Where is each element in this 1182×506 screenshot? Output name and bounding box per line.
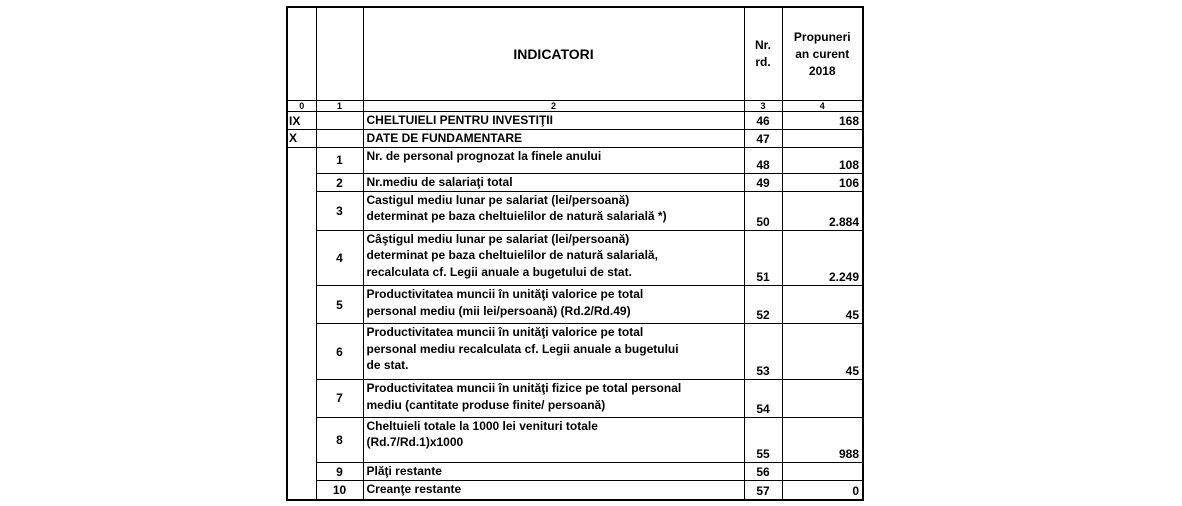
header-empty-0 [287, 7, 316, 101]
indicator-line: Plăţi restante [366, 464, 442, 479]
nr-rd-cell: 47 [744, 129, 782, 147]
header-nr-rd-line2: rd. [755, 55, 771, 69]
nr-rd-cell: 48 [744, 147, 782, 173]
indicator-line: Castigul mediu lunar pe salariat (lei/persoană) [366, 192, 630, 207]
indicator-line: personal mediu (mii lei/persoană) (Rd.2/Rd.49) [366, 303, 631, 318]
nr-rd-cell: 54 [744, 380, 782, 418]
indicator-line: determinat pe baza cheltuielilor de natură salarială *) [366, 209, 667, 224]
indicator-cell [363, 191, 744, 230]
indicators-table [286, 6, 864, 501]
indicator-line: de stat. [366, 358, 409, 373]
header-prop-line1: Propuneri [793, 29, 851, 44]
value-cell [782, 380, 863, 418]
table-row [287, 324, 863, 380]
nr-rd-cell: 53 [744, 324, 782, 380]
indicator-line: Productivitatea muncii în unităţi fizice pe total personal [366, 381, 682, 395]
roman-cell [287, 147, 316, 173]
column-number: 2 [363, 101, 744, 112]
nr-rd-cell: 56 [744, 463, 782, 481]
header-indicatori: INDICATORI [363, 7, 744, 101]
roman-cell: X [287, 129, 316, 147]
column-number-row [287, 101, 863, 112]
nr-rd-cell: 51 [744, 230, 782, 286]
value-cell: 106 [782, 174, 863, 192]
value-cell [782, 463, 863, 481]
header-row [287, 7, 863, 101]
indicator-line: Creanţe restante [366, 482, 462, 497]
indicator-line: Nr. de personal prognozat la finele anului [366, 148, 602, 163]
table-row [287, 112, 863, 130]
roman-cell [287, 191, 316, 230]
roman-cell [287, 230, 316, 286]
table-row [287, 230, 863, 286]
table-row [287, 191, 863, 230]
table-row [287, 129, 863, 147]
row-number-cell: 1 [316, 147, 363, 173]
row-number-cell: 5 [316, 286, 363, 324]
indicator-cell [363, 417, 744, 463]
header-prop-line3: 2018 [808, 63, 836, 78]
indicator-line: determinat pe baza cheltuielilor de natură salarială, [366, 248, 658, 263]
column-number: 1 [316, 101, 363, 112]
nr-rd-cell: 52 [744, 286, 782, 324]
table-body [287, 112, 863, 500]
value-cell: 108 [782, 147, 863, 173]
indicator-cell [363, 129, 744, 147]
table-row [287, 174, 863, 192]
table-row [287, 463, 863, 481]
row-number-cell: 2 [316, 174, 363, 192]
roman-cell [287, 380, 316, 418]
value-cell: 168 [782, 112, 863, 130]
indicator-line: Productivitatea muncii în unităţi valorice pe total [366, 325, 644, 340]
indicator-cell [363, 174, 744, 192]
row-number-cell: 4 [316, 230, 363, 286]
roman-cell: IX [287, 112, 316, 130]
table-row [287, 481, 863, 500]
indicator-line: personal mediu recalculata cf. Legii anuale a bugetului [366, 341, 679, 356]
indicator-cell [363, 147, 744, 173]
header-prop-line2: an curent [795, 46, 850, 61]
row-number-cell: 10 [316, 481, 363, 500]
row-number-cell: 9 [316, 463, 363, 481]
value-cell: 0 [782, 481, 863, 500]
value-cell: 2.884 [782, 191, 863, 230]
value-cell: 45 [782, 286, 863, 324]
indicator-line: (Rd.7/Rd.1)x1000 [366, 435, 464, 450]
value-cell: 45 [782, 324, 863, 380]
indicator-line: Nr.mediu de salariaţi total [366, 175, 513, 190]
row-number-cell: 7 [316, 380, 363, 418]
header-nr-rd-line1: Nr. [754, 38, 771, 52]
table-row [287, 417, 863, 463]
row-number-cell: 8 [316, 417, 363, 463]
indicator-line: DATE DE FUNDAMENTARE [366, 130, 523, 145]
indicator-line: recalculata cf. Legii anuale a bugetului de stat. [366, 264, 632, 279]
header-propuneri [782, 7, 863, 101]
value-cell: 988 [782, 417, 863, 463]
indicator-cell [363, 380, 744, 418]
indicator-line: CHELTUIELI PENTRU INVESTIŢII [366, 113, 553, 128]
indicator-cell [363, 286, 744, 324]
value-cell [782, 129, 863, 147]
nr-rd-cell: 49 [744, 174, 782, 192]
indicator-line: Câştigul mediu lunar pe salariat (lei/persoană) [366, 231, 630, 246]
column-number: 0 [287, 101, 316, 112]
header-nr-rd [744, 7, 782, 101]
row-number-cell [316, 112, 363, 130]
value-cell: 2.249 [782, 230, 863, 286]
row-number-cell: 3 [316, 191, 363, 230]
roman-cell [287, 324, 316, 380]
indicator-cell [363, 481, 744, 500]
table-row [287, 380, 863, 418]
indicator-line: mediu (cantitate produse finite/ persoană) [366, 397, 606, 412]
table-row [287, 286, 863, 324]
indicator-line: Cheltuieli totale la 1000 lei venituri totale [366, 418, 598, 433]
nr-rd-cell: 50 [744, 191, 782, 230]
column-number: 4 [782, 101, 863, 112]
indicator-cell [363, 324, 744, 380]
indicator-cell [363, 463, 744, 481]
column-number: 3 [744, 101, 782, 112]
roman-cell [287, 463, 316, 481]
indicator-line: Productivitatea muncii în unităţi valorice pe total [366, 287, 644, 302]
roman-cell [287, 481, 316, 500]
indicator-cell [363, 230, 744, 286]
nr-rd-cell: 46 [744, 112, 782, 130]
indicator-cell [363, 112, 744, 130]
roman-cell [287, 174, 316, 192]
row-number-cell: 6 [316, 324, 363, 380]
row-number-cell [316, 129, 363, 147]
nr-rd-cell: 57 [744, 481, 782, 500]
roman-cell [287, 286, 316, 324]
nr-rd-cell: 55 [744, 417, 782, 463]
table-row [287, 147, 863, 173]
header-empty-1 [316, 7, 363, 101]
roman-cell [287, 417, 316, 463]
